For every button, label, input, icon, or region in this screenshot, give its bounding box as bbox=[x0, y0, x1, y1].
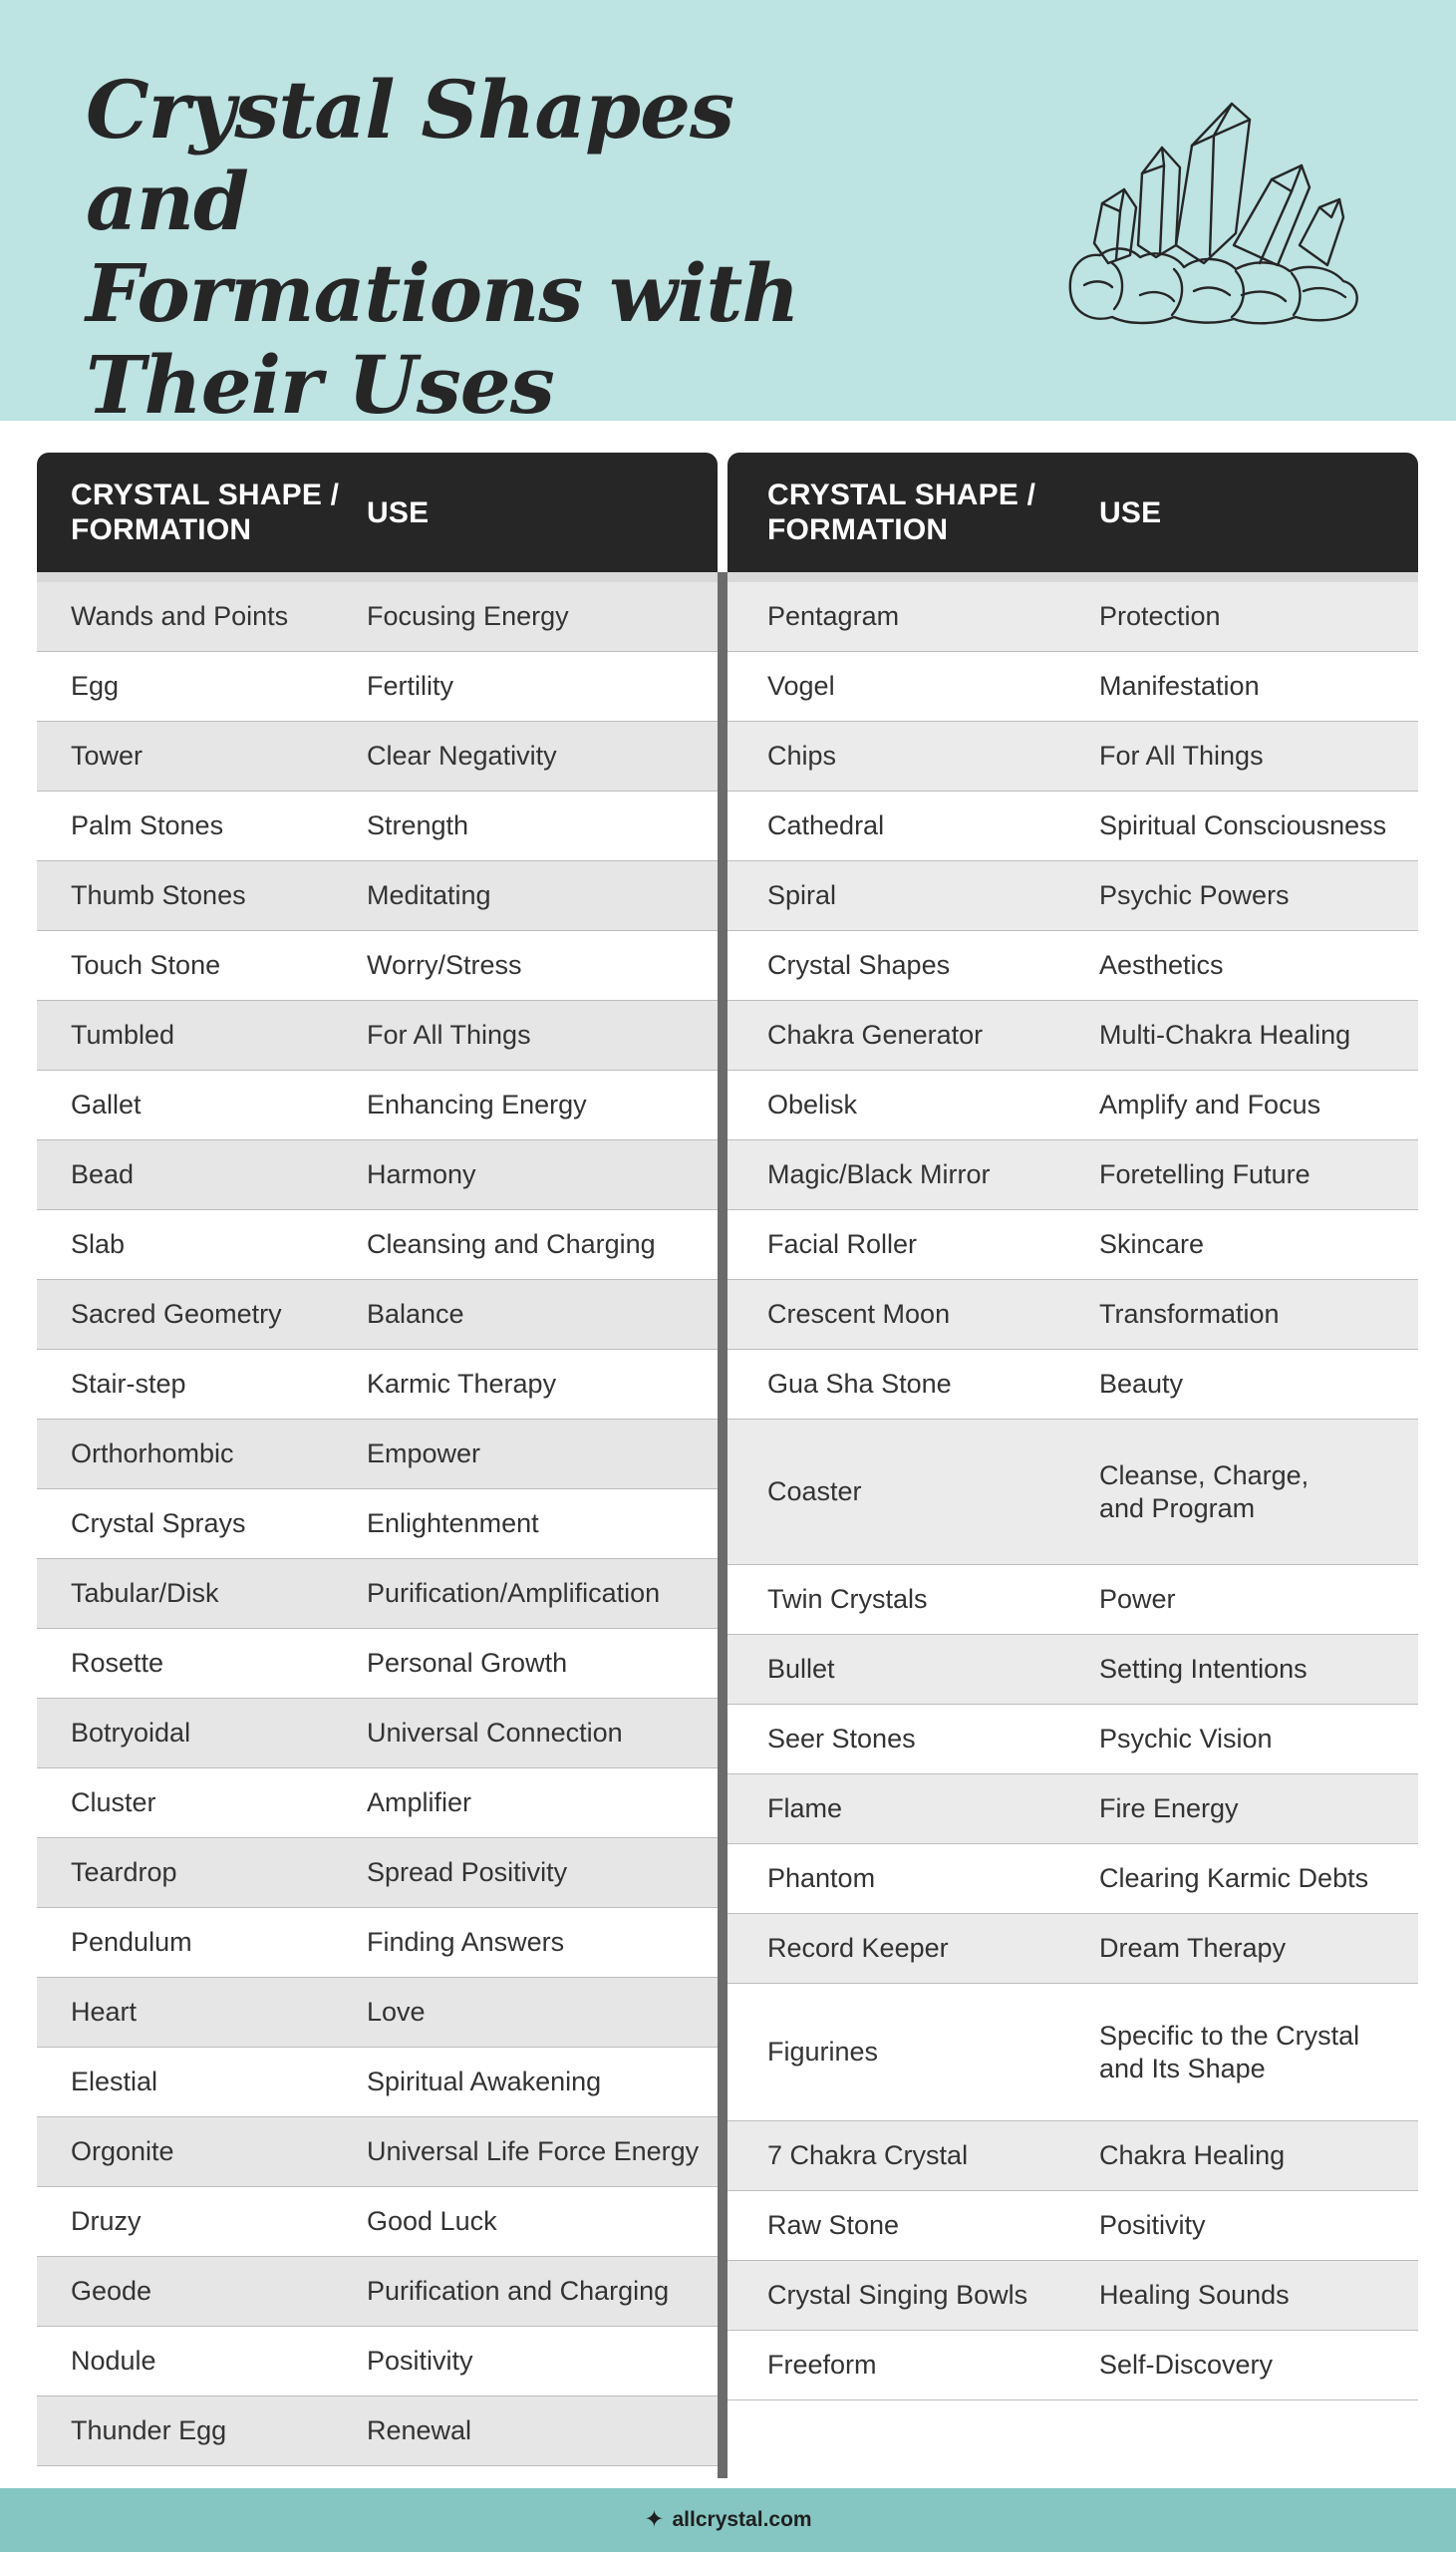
use-cell: Spiritual Awakening bbox=[367, 2067, 602, 2096]
table-row bbox=[37, 1071, 718, 1140]
use-cell: Clearing Karmic Debts bbox=[1099, 1863, 1369, 1893]
use-cell: Beauty bbox=[1099, 1369, 1184, 1399]
use-cell: Worry/Stress bbox=[367, 950, 522, 980]
use-cell: Spread Positivity bbox=[367, 1857, 568, 1887]
use-cell: Harmony bbox=[367, 1159, 476, 1189]
table-row bbox=[728, 1420, 1418, 1565]
shape-cell: Cluster bbox=[71, 1787, 156, 1817]
table-row bbox=[37, 1629, 718, 1699]
table-row bbox=[37, 1768, 718, 1838]
use-cell: Power bbox=[1099, 1584, 1176, 1614]
crystal-cluster-icon bbox=[1064, 96, 1363, 325]
table-row bbox=[728, 2331, 1418, 2400]
table-row bbox=[37, 2396, 718, 2466]
use-cell: Dream Therapy bbox=[1099, 1933, 1287, 1963]
shape-cell: Spiral bbox=[767, 880, 837, 910]
shape-cell: Teardrop bbox=[71, 1857, 177, 1887]
use-cell: Purification and Charging bbox=[367, 2276, 670, 2306]
shape-cell: Bullet bbox=[767, 1654, 835, 1684]
use-cell: Setting Intentions bbox=[1099, 1654, 1308, 1684]
use-cell: Aesthetics bbox=[1099, 950, 1224, 980]
use-cell: For All Things bbox=[1099, 741, 1264, 771]
shape-cell: Bead bbox=[71, 1159, 135, 1189]
table-row bbox=[37, 722, 718, 792]
table-row bbox=[37, 792, 718, 861]
use-cell: Multi-Chakra Healing bbox=[1099, 1020, 1351, 1050]
table-row bbox=[37, 861, 718, 931]
page-title: Crystal Shapes and Formations with Their Uses bbox=[86, 63, 799, 432]
shape-cell: Chakra Generator bbox=[767, 1020, 984, 1050]
table-row bbox=[728, 1140, 1418, 1210]
shape-cell: Flame bbox=[767, 1793, 843, 1823]
shape-cell: Pendulum bbox=[71, 1927, 192, 1957]
use-cell: Amplify and Focus bbox=[1099, 1090, 1321, 1119]
use-cell: Love bbox=[367, 1997, 426, 2027]
use-cell: Renewal bbox=[367, 2415, 472, 2445]
column-header-use: USE bbox=[367, 495, 430, 529]
table-row bbox=[728, 582, 1418, 652]
use-cell: Fertility bbox=[367, 671, 453, 701]
shape-cell: Magic/Black Mirror bbox=[767, 1159, 991, 1189]
table-row bbox=[37, 2257, 718, 2327]
header-banner bbox=[0, 0, 1456, 432]
table-row bbox=[37, 2117, 718, 2187]
table-row bbox=[37, 1908, 718, 1978]
shape-cell: Seer Stones bbox=[767, 1724, 916, 1754]
table-row bbox=[728, 1635, 1418, 1705]
table-row bbox=[37, 1838, 718, 1908]
shape-cell: Orgonite bbox=[71, 2136, 174, 2166]
shape-cell: Twin Crystals bbox=[767, 1584, 928, 1614]
table-row bbox=[728, 1001, 1418, 1071]
table-row bbox=[728, 792, 1418, 861]
shapes-table-right bbox=[728, 453, 1418, 2400]
shape-cell: Botryoidal bbox=[71, 1718, 191, 1748]
table-row bbox=[37, 1210, 718, 1280]
shape-cell: Tower bbox=[71, 741, 144, 771]
use-cell: Empower bbox=[367, 1438, 481, 1468]
column-header-use: USE bbox=[1099, 495, 1162, 529]
table-row bbox=[728, 1914, 1418, 1984]
use-cell: Balance bbox=[367, 1299, 464, 1329]
shape-cell: Crescent Moon bbox=[767, 1299, 951, 1329]
use-cell: Psychic Powers bbox=[1099, 880, 1290, 910]
shape-cell: Druzy bbox=[71, 2206, 142, 2236]
table-row bbox=[728, 1984, 1418, 2121]
table-row bbox=[728, 652, 1418, 722]
shape-cell: Freeform bbox=[767, 2350, 877, 2380]
table-row bbox=[37, 1699, 718, 1768]
table-row bbox=[37, 1420, 718, 1489]
table-row bbox=[728, 2121, 1418, 2191]
shape-cell: Geode bbox=[71, 2276, 152, 2306]
shape-cell: Coaster bbox=[767, 1476, 862, 1506]
table-row bbox=[728, 1774, 1418, 1844]
use-cell: Purification/Amplification bbox=[367, 1578, 661, 1608]
shape-cell: Touch Stone bbox=[71, 950, 221, 980]
table-row bbox=[728, 1280, 1418, 1350]
shape-cell: Tumbled bbox=[71, 1020, 175, 1050]
table-row bbox=[37, 582, 718, 652]
use-cell: Meditating bbox=[367, 880, 491, 910]
table-header bbox=[728, 453, 1418, 572]
column-divider bbox=[718, 572, 728, 2478]
table-row bbox=[728, 861, 1418, 931]
use-cell: Strength bbox=[367, 810, 469, 840]
shapes-table-left bbox=[37, 453, 718, 2466]
use-cell: Fire Energy bbox=[1099, 1793, 1239, 1823]
shape-cell: Tabular/Disk bbox=[71, 1578, 219, 1608]
table-row bbox=[37, 1489, 718, 1559]
use-cell: Foretelling Future bbox=[1099, 1159, 1310, 1189]
shape-cell: Obelisk bbox=[767, 1090, 858, 1119]
shape-cell: Phantom bbox=[767, 1863, 876, 1893]
shape-cell: Facial Roller bbox=[767, 1229, 918, 1259]
use-cell: Skincare bbox=[1099, 1229, 1205, 1259]
table-row bbox=[37, 652, 718, 722]
site-name[interactable]: allcrystal.com bbox=[672, 2508, 812, 2531]
table-row bbox=[37, 1559, 718, 1629]
use-cell: Karmic Therapy bbox=[367, 1369, 557, 1399]
table-row bbox=[728, 931, 1418, 1001]
use-cell: Protection bbox=[1099, 601, 1221, 631]
shape-cell: Slab bbox=[71, 1229, 126, 1259]
table-row bbox=[728, 1071, 1418, 1140]
shape-cell: Crystal Shapes bbox=[767, 950, 951, 980]
table-row bbox=[728, 722, 1418, 792]
shape-cell: Gua Sha Stone bbox=[767, 1369, 952, 1399]
table-row bbox=[728, 2191, 1418, 2261]
shape-cell: Sacred Geometry bbox=[71, 1299, 282, 1329]
shape-cell: Raw Stone bbox=[767, 2210, 900, 2240]
column-header-shape: CRYSTAL SHAPE / FORMATION bbox=[767, 478, 1036, 546]
shape-cell: Thunder Egg bbox=[71, 2415, 227, 2445]
use-cell: Personal Growth bbox=[367, 1648, 568, 1678]
use-cell: Enlightenment bbox=[367, 1508, 539, 1538]
table-row bbox=[37, 1001, 718, 1071]
table-row bbox=[728, 1350, 1418, 1420]
shape-cell: Heart bbox=[71, 1997, 138, 2027]
header-divider bbox=[728, 572, 1418, 582]
table-row bbox=[37, 1350, 718, 1420]
use-cell: Transformation bbox=[1099, 1299, 1280, 1329]
shape-cell: Pentagram bbox=[767, 601, 900, 631]
shape-cell: Wands and Points bbox=[71, 601, 289, 631]
use-cell: Healing Sounds bbox=[1099, 2280, 1290, 2310]
shape-cell: Crystal Sprays bbox=[71, 1508, 246, 1538]
header-divider bbox=[37, 572, 718, 582]
shape-cell: Chips bbox=[767, 741, 837, 771]
use-cell: Enhancing Energy bbox=[367, 1090, 587, 1119]
use-cell: Universal Life Force Energy bbox=[367, 2136, 700, 2166]
use-cell: Self-Discovery bbox=[1099, 2350, 1274, 2380]
use-cell: For All Things bbox=[367, 1020, 531, 1050]
sparkle-icon: ✦ bbox=[644, 2506, 665, 2533]
table-row bbox=[37, 931, 718, 1001]
shape-cell: Palm Stones bbox=[71, 810, 224, 840]
table-row bbox=[37, 1280, 718, 1350]
footer bbox=[0, 2488, 1456, 2552]
use-cell: Good Luck bbox=[367, 2206, 497, 2236]
shape-cell: Crystal Singing Bowls bbox=[767, 2280, 1028, 2310]
use-cell: Psychic Vision bbox=[1099, 1724, 1273, 1754]
shape-cell: Figurines bbox=[767, 2037, 879, 2067]
shape-cell: Record Keeper bbox=[767, 1933, 949, 1963]
table-row bbox=[728, 1565, 1418, 1635]
table-row bbox=[37, 2187, 718, 2257]
shape-cell: Orthorhombic bbox=[71, 1438, 234, 1468]
table-row bbox=[728, 2261, 1418, 2331]
shape-cell: Thumb Stones bbox=[71, 880, 246, 910]
use-cell: Cleanse, Charge, and Program bbox=[1099, 1459, 1310, 1523]
shape-cell: Gallet bbox=[71, 1090, 142, 1119]
column-header-shape: CRYSTAL SHAPE / FORMATION bbox=[71, 478, 340, 546]
table-row bbox=[37, 1140, 718, 1210]
shape-cell: Stair-step bbox=[71, 1369, 186, 1399]
use-cell: Focusing Energy bbox=[367, 601, 569, 631]
use-cell: Manifestation bbox=[1099, 671, 1260, 701]
table-row bbox=[37, 2048, 718, 2117]
use-cell: Universal Connection bbox=[367, 1718, 623, 1748]
table-header bbox=[37, 453, 718, 572]
shape-cell: Cathedral bbox=[767, 810, 885, 840]
use-cell: Positivity bbox=[367, 2346, 473, 2376]
use-cell: Specific to the Crystal and Its Shape bbox=[1099, 2020, 1360, 2083]
use-cell: Positivity bbox=[1099, 2210, 1206, 2240]
use-cell: Cleansing and Charging bbox=[367, 1229, 656, 1259]
shape-cell: Vogel bbox=[767, 671, 835, 701]
table-row bbox=[728, 1210, 1418, 1280]
shape-cell: Egg bbox=[71, 671, 120, 701]
table-row bbox=[37, 2327, 718, 2396]
table-row bbox=[37, 1978, 718, 2048]
use-cell: Clear Negativity bbox=[367, 741, 557, 771]
shape-cell: Elestial bbox=[71, 2067, 158, 2096]
use-cell: Chakra Healing bbox=[1099, 2140, 1286, 2170]
use-cell: Spiritual Consciousness bbox=[1099, 810, 1387, 840]
shape-cell: Nodule bbox=[71, 2346, 156, 2376]
table-row bbox=[728, 1844, 1418, 1914]
use-cell: Amplifier bbox=[367, 1787, 472, 1817]
use-cell: Finding Answers bbox=[367, 1927, 565, 1957]
shape-cell: Rosette bbox=[71, 1648, 164, 1678]
shape-cell: 7 Chakra Crystal bbox=[767, 2140, 969, 2170]
table-row bbox=[728, 1705, 1418, 1774]
